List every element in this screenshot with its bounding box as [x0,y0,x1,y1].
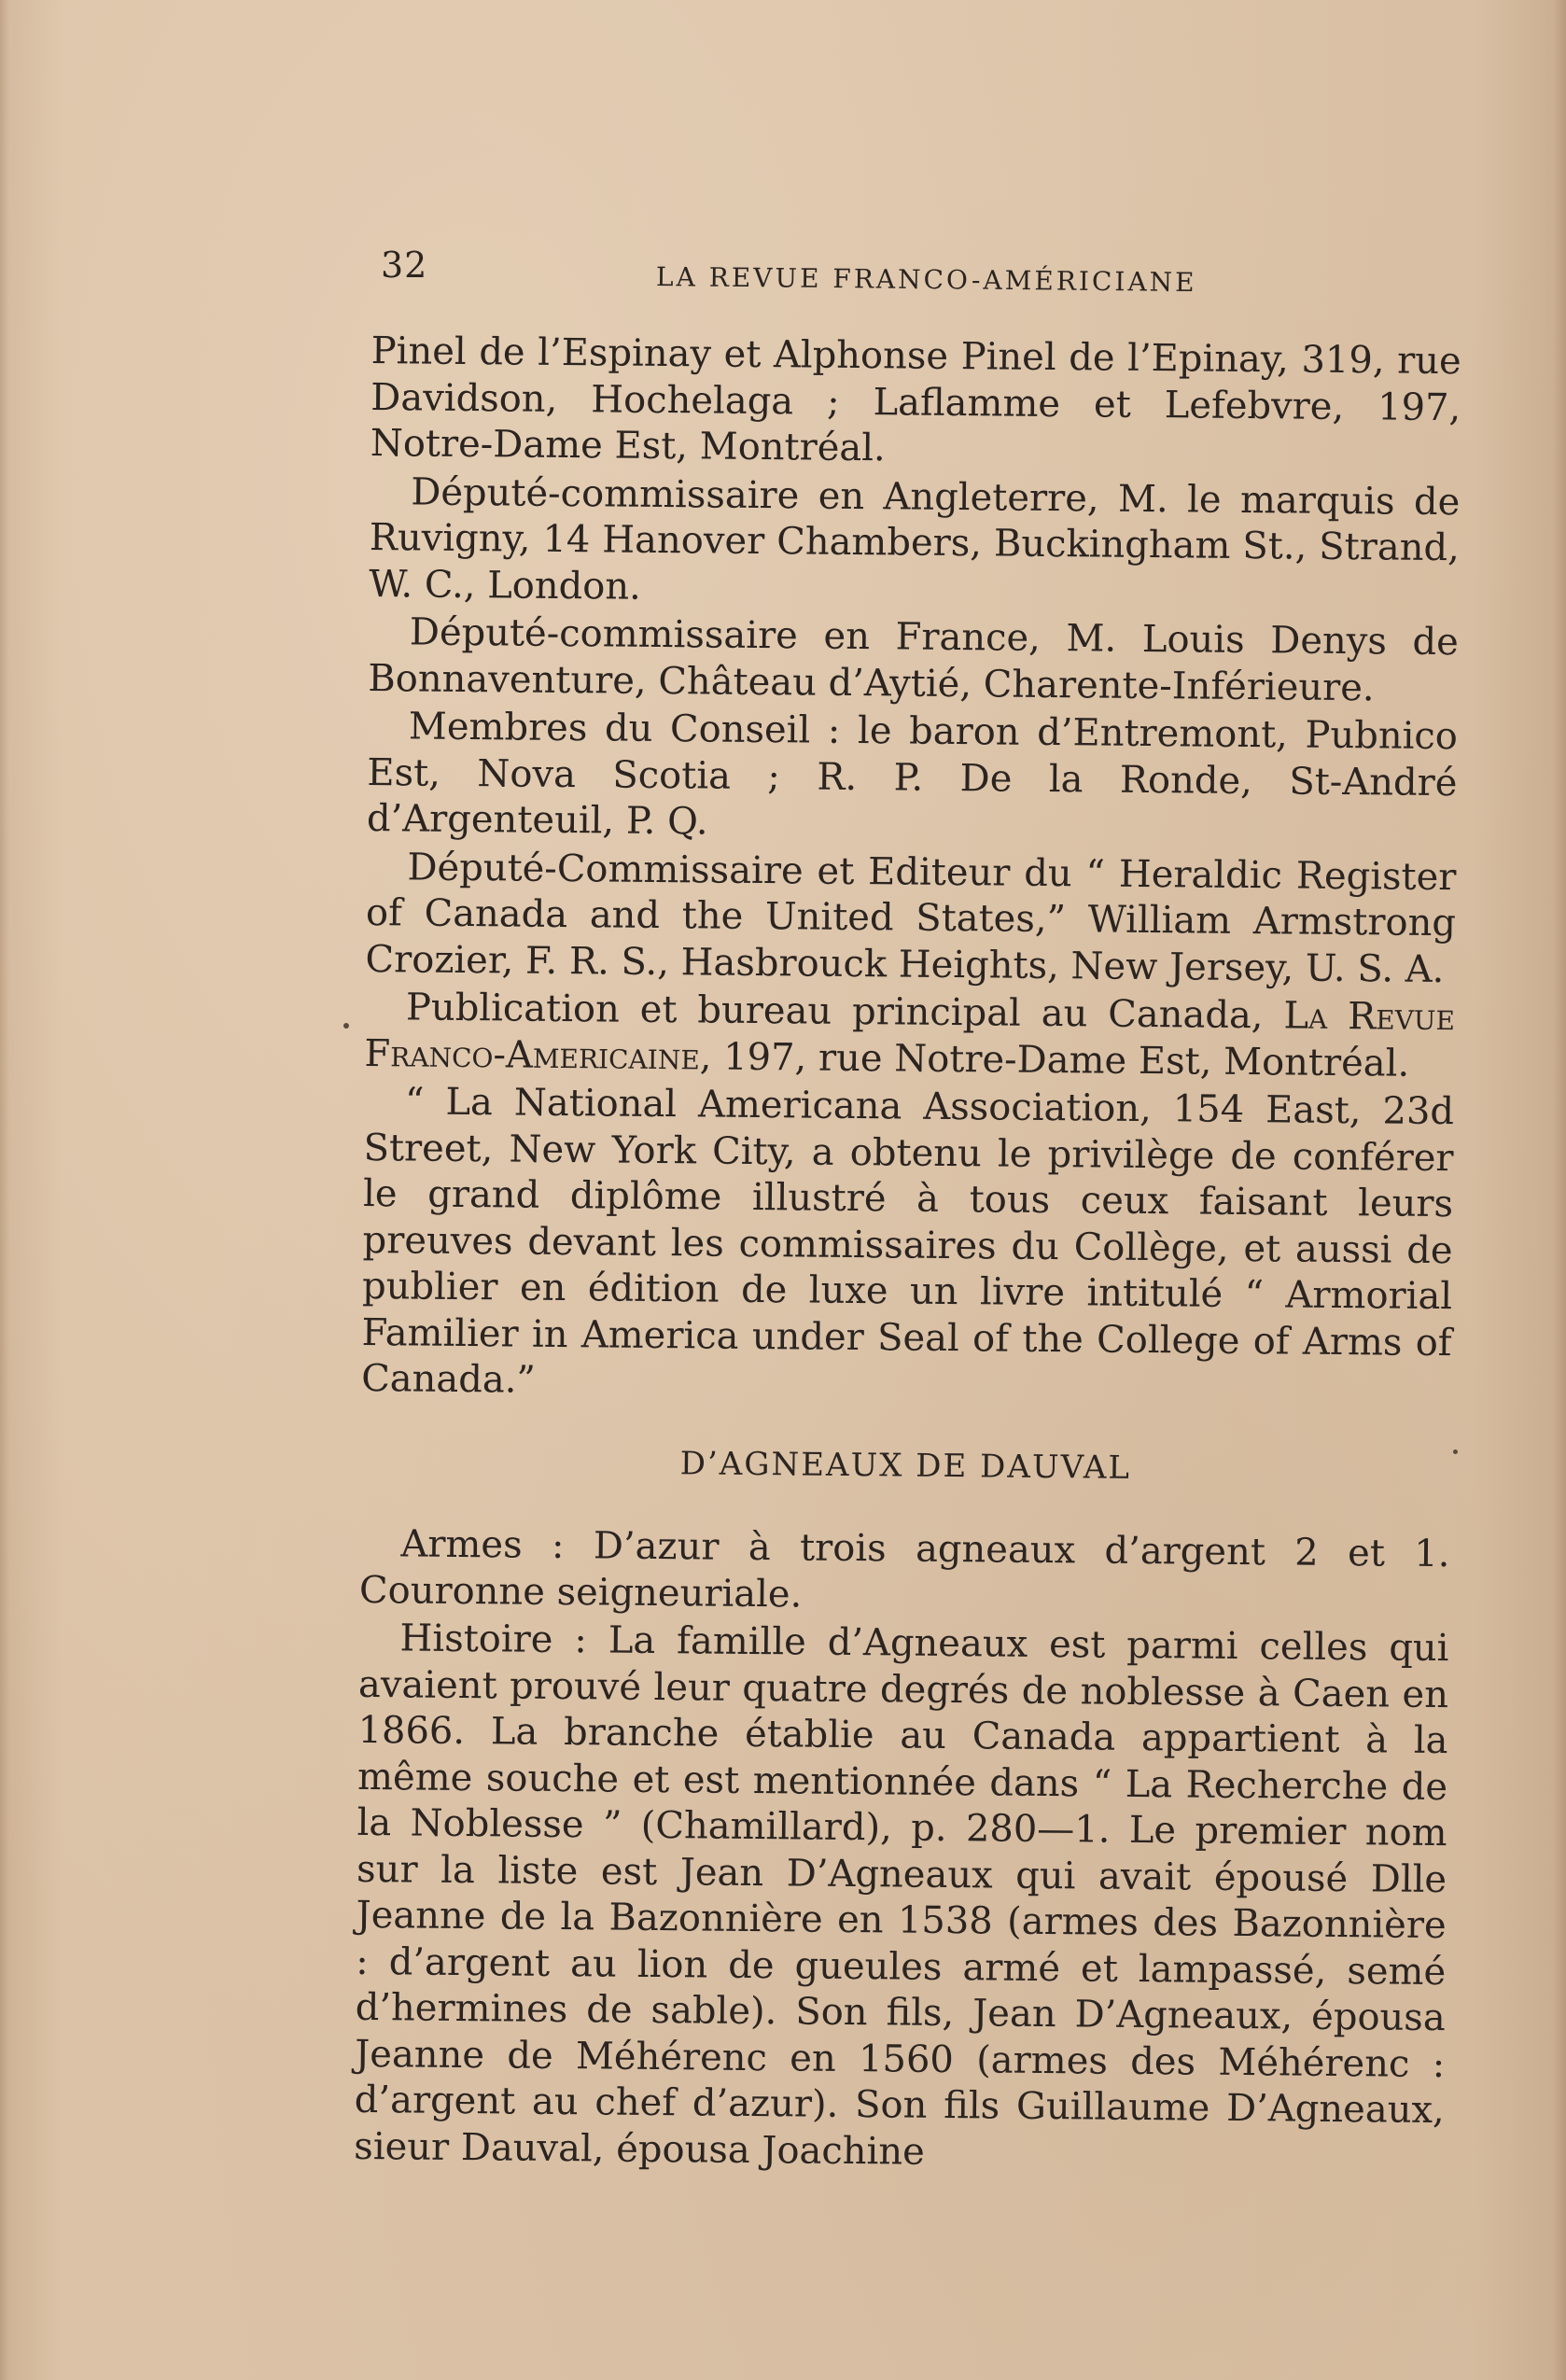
page-number: 32 [381,245,428,286]
section-heading: D’AGNEAUX DE DAUVAL [679,1444,1132,1487]
margin-mark [1453,1449,1458,1454]
body-text [354,329,1461,2182]
publication-journal-name: La Revue Franco-Americaine [364,994,1456,1078]
paragraph-histoire: Histoire : La famille d’Agneaux est parmi celles qui avaient prouvé leur quatre degrés de noblesse à Caen en 1866. La branche établie au Canada appartient à la même souche et est mentionnée dans “ La Recherche de la Noblesse ” (Chamillard), p. 280—1. Le premier nom sur la liste est Jean D’Agneaux qui avait épousé Dlle Jeanne de la Bazonnière en 1538 (armes des Bazonnière : d’argent au lion de gueules armé et lampassé, semé d’hermines de sable). Son fils, Jean D’Agneaux, épousa Jeanne de Méhérenc en 1560 (armes des Méhérenc : d’argent au chef d’azur). Son fils Guillaume D’Agneaux, sieur Dauval, épousa Joachine [354,1617,1449,2174]
running-title: LA REVUE FRANCO-AMÉRICIANE [655,261,1197,299]
margin-mark [343,1023,349,1029]
page-left-edge [0,0,9,2380]
publication-text-start: Publication et bureau principal au Canada, [405,986,1284,1038]
page-header [381,245,1473,301]
publication-text-end: , 197, rue Notre-Dame Est, Montréal. [699,1034,1410,1085]
paragraph-deputy-england: Député-commissaire en Angleterre, M. le marquis de Ruvigny, 14 Hanover Chambers, Buckingham St., Strand, W. C., London. [369,469,1461,609]
paragraph-national-americana: “ La National Americana Association, 154 East, 23d Street, New York City, a obtenu le privilège de conférer le grand diplôme illustré à tous ceux faisant leurs preuves devant les commissaires du Collège, et aussi de publier en édition de luxe un livre intitulé “ Armorial Familier in America under Seal of the College of Arms of Canada.” [360,1080,1455,1402]
paragraph-publication [364,985,1455,1087]
paragraph-deputy-france: Député-commissaire en France, M. Louis Denys de Bonnaventure, Château d’Aytié, Charente-Inférieure. [368,610,1460,709]
paragraph-address-list: Pinel de l’Espinay et Alphonse Pinel de l’Epinay, 319, rue Davidson, Hochelaga ; Laflamme et Lefebvre, 197, Notre-Dame Est, Montréal. [370,329,1461,470]
paragraph-armes: Armes : D’azur à trois agneaux d’argent 2 et 1. Couronne seigneuriale. [358,1522,1450,1616]
page-right-edge [1553,0,1566,2380]
paragraph-heraldic-register: Député-Commissaire et Editeur du “ Heraldic Register of Canada and the United States,” William Armstrong Crozier, F. R. S., Hasbrouck Heights, New Jersey, U. S. A. [365,845,1457,991]
paragraph-council-members: Membres du Conseil : le baron d’Entremont, Pubnico Est, Nova Scotia ; R. P. De la Ronde, St-André d’Argenteuil, P. Q. [366,705,1459,844]
